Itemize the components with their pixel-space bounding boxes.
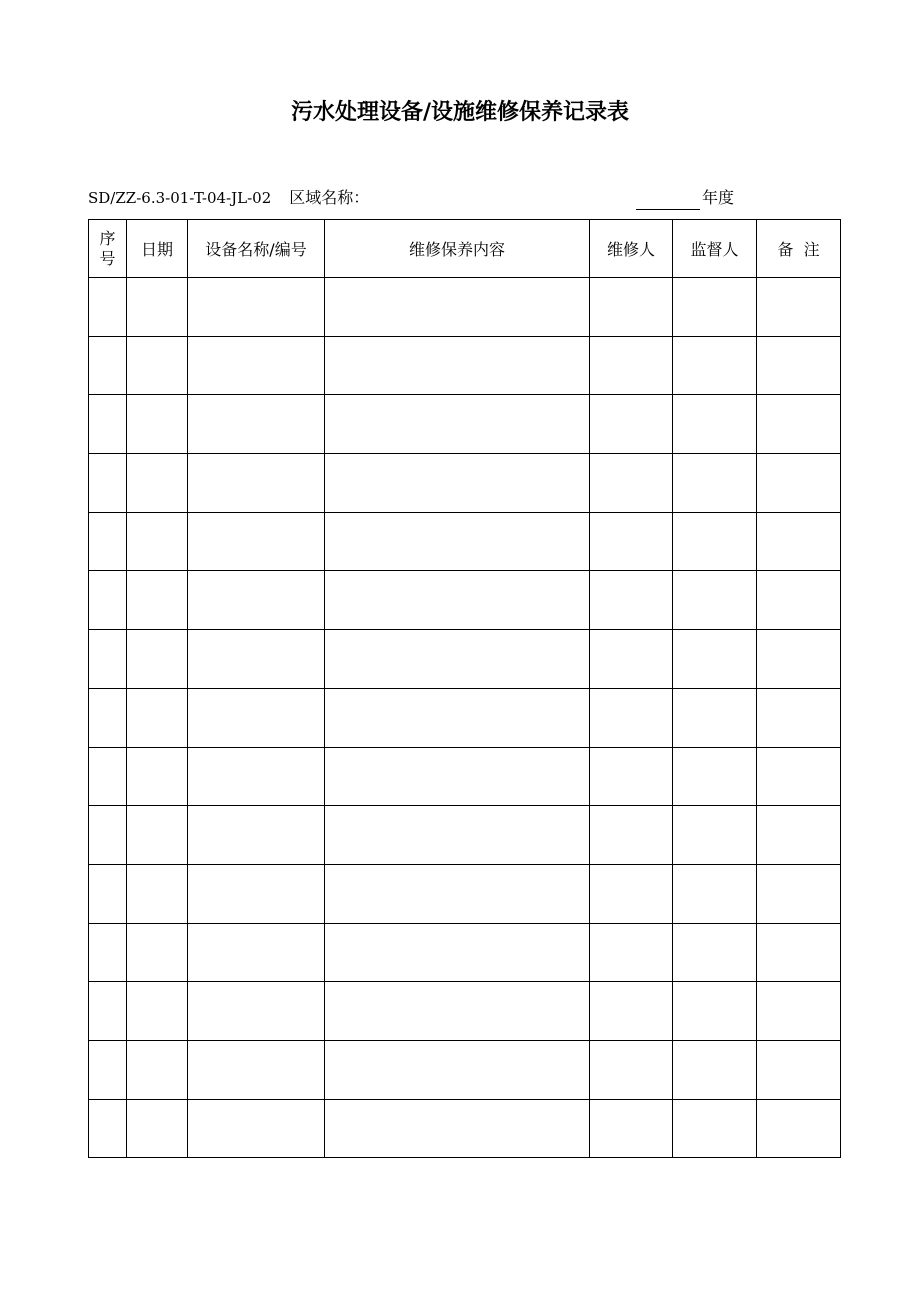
content-cell[interactable] [325,278,590,337]
supervisor-cell[interactable] [673,336,757,395]
equipment-cell[interactable] [188,571,325,630]
date-cell[interactable] [127,571,188,630]
remarks-cell[interactable] [757,1099,841,1158]
table-row [89,571,841,630]
equipment-cell[interactable] [188,395,325,454]
equipment-cell[interactable] [188,512,325,571]
repairer-cell[interactable] [590,806,673,865]
remarks-cell[interactable] [757,923,841,982]
date-cell[interactable] [127,923,188,982]
equipment-cell[interactable] [188,806,325,865]
supervisor-cell[interactable] [673,512,757,571]
remarks-cell[interactable] [757,630,841,689]
repairer-cell[interactable] [590,1040,673,1099]
table-row [89,1099,841,1158]
supervisor-cell[interactable] [673,923,757,982]
table-row [89,1040,841,1099]
supervisor-cell[interactable] [673,571,757,630]
header-repairer: 维修人 [590,220,673,278]
form-code: SD/ZZ-6.3-01-T-04-JL-02 [88,189,272,207]
table-row [89,982,841,1041]
content-cell[interactable] [325,864,590,923]
equipment-cell[interactable] [188,864,325,923]
content-cell[interactable] [325,806,590,865]
content-cell[interactable] [325,454,590,513]
remarks-cell[interactable] [757,571,841,630]
content-cell[interactable] [325,1040,590,1099]
year-blank-line[interactable] [636,189,700,210]
date-cell[interactable] [127,630,188,689]
seq-cell[interactable] [89,571,127,630]
supervisor-cell[interactable] [673,1040,757,1099]
seq-cell[interactable] [89,630,127,689]
remarks-cell[interactable] [757,864,841,923]
supervisor-cell[interactable] [673,688,757,747]
content-cell[interactable] [325,512,590,571]
header-supervisor: 监督人 [673,220,757,278]
repairer-cell[interactable] [590,982,673,1041]
table-row [89,278,841,337]
repairer-cell[interactable] [590,278,673,337]
document-title: 污水处理设备/设施维修保养记录表 [290,100,630,125]
date-cell[interactable] [127,278,188,337]
content-cell[interactable] [325,747,590,806]
equipment-cell[interactable] [188,278,325,337]
repairer-cell[interactable] [590,1099,673,1158]
supervisor-cell[interactable] [673,454,757,513]
content-cell[interactable] [325,982,590,1041]
equipment-cell[interactable] [188,1099,325,1158]
equipment-cell[interactable] [188,747,325,806]
seq-cell[interactable] [89,688,127,747]
supervisor-cell[interactable] [673,747,757,806]
header-content: 维修保养内容 [325,220,590,278]
date-cell[interactable] [127,336,188,395]
seq-cell[interactable] [89,395,127,454]
supervisor-cell[interactable] [673,982,757,1041]
seq-cell[interactable] [89,982,127,1041]
table-row [89,806,841,865]
table-row [89,454,841,513]
content-cell[interactable] [325,630,590,689]
remarks-cell[interactable] [757,395,841,454]
date-cell[interactable] [127,747,188,806]
table-row [89,688,841,747]
repairer-cell[interactable] [590,512,673,571]
remarks-cell[interactable] [757,806,841,865]
date-cell[interactable] [127,864,188,923]
seq-cell[interactable] [89,806,127,865]
header-seq [89,220,127,278]
equipment-cell[interactable] [188,454,325,513]
date-cell[interactable] [127,512,188,571]
maintenance-record-table [88,219,841,1158]
repairer-cell[interactable] [590,688,673,747]
repairer-cell[interactable] [590,336,673,395]
repairer-cell[interactable] [590,571,673,630]
content-cell[interactable] [325,336,590,395]
year-suffix-label: 年度 [702,188,735,207]
seq-cell[interactable] [89,336,127,395]
area-name-label: 区域名称： [289,188,370,207]
equipment-cell[interactable] [188,630,325,689]
content-cell[interactable] [325,688,590,747]
remarks-cell[interactable] [757,278,841,337]
supervisor-cell[interactable] [673,630,757,689]
seq-cell[interactable] [89,1099,127,1158]
table-row [89,512,841,571]
seq-cell[interactable] [89,747,127,806]
date-cell[interactable] [127,806,188,865]
table-row [89,630,841,689]
table-row [89,395,841,454]
content-cell[interactable] [325,923,590,982]
table-body [89,278,841,1158]
remarks-cell[interactable] [757,336,841,395]
seq-cell[interactable] [89,454,127,513]
seq-cell[interactable] [89,1040,127,1099]
content-cell[interactable] [325,395,590,454]
date-cell[interactable] [127,688,188,747]
table-header-row [89,220,841,278]
table-row [89,864,841,923]
content-cell[interactable] [325,1099,590,1158]
seq-cell[interactable] [89,864,127,923]
repairer-cell[interactable] [590,630,673,689]
seq-cell[interactable] [89,512,127,571]
seq-cell[interactable] [89,923,127,982]
header-remarks: 备 注 [757,220,841,278]
date-cell[interactable] [127,395,188,454]
supervisor-cell[interactable] [673,806,757,865]
seq-cell[interactable] [89,278,127,337]
date-cell[interactable] [127,1040,188,1099]
supervisor-cell[interactable] [673,278,757,337]
date-cell[interactable] [127,1099,188,1158]
form-meta-left [88,186,369,210]
table-row [89,747,841,806]
date-cell[interactable] [127,982,188,1041]
remarks-cell[interactable] [757,454,841,513]
remarks-cell[interactable] [757,1040,841,1099]
remarks-cell[interactable] [757,982,841,1041]
supervisor-cell[interactable] [673,864,757,923]
equipment-cell[interactable] [188,923,325,982]
supervisor-cell[interactable] [673,395,757,454]
repairer-cell[interactable] [590,923,673,982]
remarks-cell[interactable] [757,688,841,747]
year-field [636,186,734,210]
equipment-cell[interactable] [188,982,325,1041]
equipment-cell[interactable] [188,688,325,747]
header-equipment: 设备名称/编号 [188,220,325,278]
content-cell[interactable] [325,571,590,630]
date-cell[interactable] [127,454,188,513]
remarks-cell[interactable] [757,512,841,571]
supervisor-cell[interactable] [673,1099,757,1158]
header-seq-line2: 号 [99,248,116,268]
table-row [89,923,841,982]
repairer-cell[interactable] [590,747,673,806]
header-date: 日期 [127,220,188,278]
table-row [89,336,841,395]
equipment-cell[interactable] [188,1040,325,1099]
repairer-cell[interactable] [590,395,673,454]
repairer-cell[interactable] [590,864,673,923]
repairer-cell[interactable] [590,454,673,513]
remarks-cell[interactable] [757,747,841,806]
header-seq-line1: 序 [99,228,116,248]
equipment-cell[interactable] [188,336,325,395]
